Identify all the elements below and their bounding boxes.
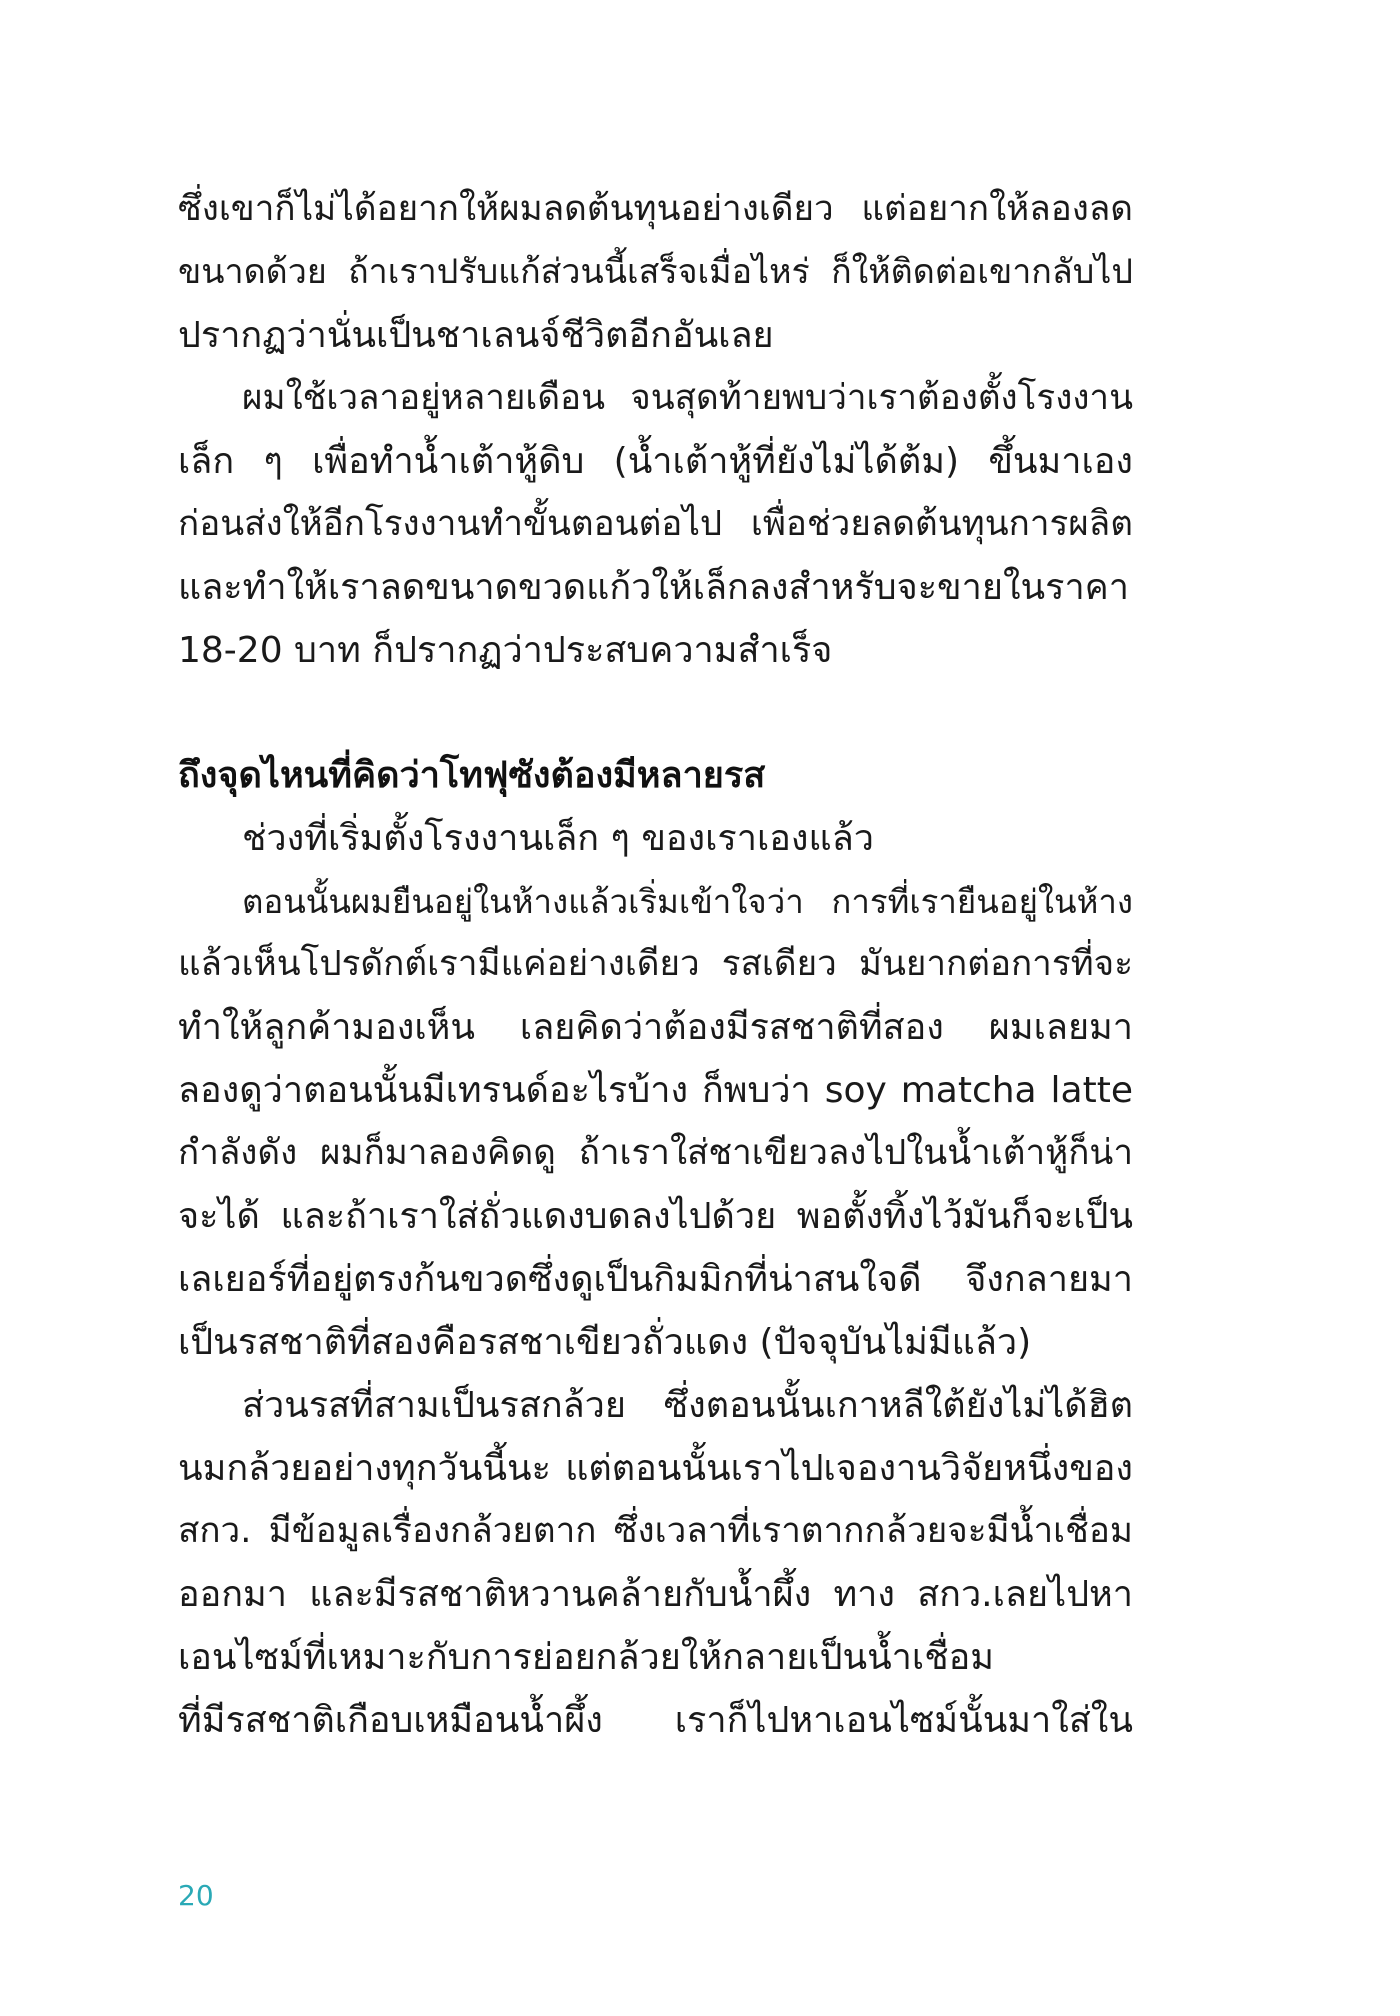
paragraph-4 [178,870,1133,1374]
paragraph-line: และทำให้เราลดขนาดขวดแก้วให้เล็กลงสำหรับจะขายในราคา [178,567,1129,608]
paragraph-line: เอนไซม์ที่เหมาะกับการย่อยกล้วยให้กลายเป็นน้ำเชื่อม [178,1637,994,1678]
page-number: 20 [178,1879,214,1912]
paragraph-line: ส่วนรสที่สามเป็นรสกล้วย ซึ่งตอนนั้นเกาหลีใต้ยังไม่ได้ฮิต [242,1385,1133,1426]
paragraph-line: ขนาดด้วย ถ้าเราปรับแก้ส่วนนี้เสร็จเมื่อไหร่ ก็ให้ติดต่อเขากลับไป [178,252,1133,292]
paragraph-line: ที่มีรสชาติเกือบเหมือนน้ำผึ้ง เราก็ไปหาเอนไซม์นั้นมาใส่ใน [178,1700,1133,1741]
paragraph-line: ทำให้ลูกค้ามองเห็น เลยคิดว่าต้องมีรสชาติที่สอง ผมเลยมา [178,1007,1133,1048]
paragraph-line: จะได้ และถ้าเราใส่ถั่วแดงบดลงไปด้วย พอตั้งทิ้งไว้มันก็จะเป็น [178,1196,1133,1237]
paragraph-line: ออกมา และมีรสชาติหวานคล้ายกับน้ำผึ้ง ทาง สกว.เลยไปหา [178,1574,1133,1615]
paragraph-1 [178,178,1133,367]
paragraph-line: แล้วเห็นโปรดักต์เรามีแค่อย่างเดียว รสเดียว มันยากต่อการที่จะ [178,944,1133,984]
paragraph-line: ปรากฏว่านั่นเป็นชาเลนจ์ชีวิตอีกอันเลย [178,315,774,356]
paragraph-line: กำลังดัง ผมก็มาลองคิดดู ถ้าเราใส่ชาเขียวลงไปในน้ำเต้าหู้ก็น่า [178,1133,1133,1173]
paragraph-line: สกว. มีข้อมูลเรื่องกล้วยตาก ซึ่งเวลาที่เราตากกล้วยจะมีน้ำเชื่อม [178,1511,1133,1551]
paragraph-line: ตอนนั้นผมยืนอยู่ในห้างแล้วเริ่มเข้าใจว่า การที่เรายืนอยู่ในห้าง [242,882,1133,921]
paragraph-line: 18-20 บาท ก็ปรากฏว่าประสบความสำเร็จ [178,630,833,671]
section-heading: ถึงจุดไหนที่คิดว่าโทฟุซังต้องมีหลายรส [178,755,766,796]
paragraph-5 [178,1374,1133,1752]
paragraph-line: ช่วงที่เริ่มตั้งโรงงานเล็ก ๆ ของเราเองแล้ว [242,818,874,859]
paragraph-line: ผมใช้เวลาอยู่หลายเดือน จนสุดท้ายพบว่าเราต้องตั้งโรงงาน [242,378,1133,418]
paragraph-3 [178,807,1133,870]
paragraph-line: ลองดูว่าตอนนั้นมีเทรนด์อะไรบ้าง ก็พบว่า soy matcha latte [178,1070,1133,1111]
paragraph-line: เลเยอร์ที่อยู่ตรงก้นขวดซึ่งดูเป็นกิมมิกที่น่าสนใจดี จึงกลายมา [178,1259,1133,1300]
paragraph-line: เล็ก ๆ เพื่อทำน้ำเต้าหู้ดิบ (น้ำเต้าหู้ที่ยังไม่ได้ต้ม) ขึ้นมาเอง [178,441,1133,482]
paragraph-line: ก่อนส่งให้อีกโรงงานทำขั้นตอนต่อไป เพื่อช่วยลดต้นทุนการผลิต [178,504,1133,544]
paragraph-2 [178,367,1133,682]
paragraph-line: เป็นรสชาติที่สองคือรสชาเขียวถั่วแดง (ปัจจุบันไม่มีแล้ว) [178,1322,1032,1363]
paragraph-line: นมกล้วยอย่างทุกวันนี้นะ แต่ตอนนั้นเราไปเจองานวิจัยหนึ่งของ [178,1448,1133,1489]
paragraph-line: ซึ่งเขาก็ไม่ได้อยากให้ผมลดต้นทุนอย่างเดียว แต่อยากให้ลองลด [178,189,1133,229]
